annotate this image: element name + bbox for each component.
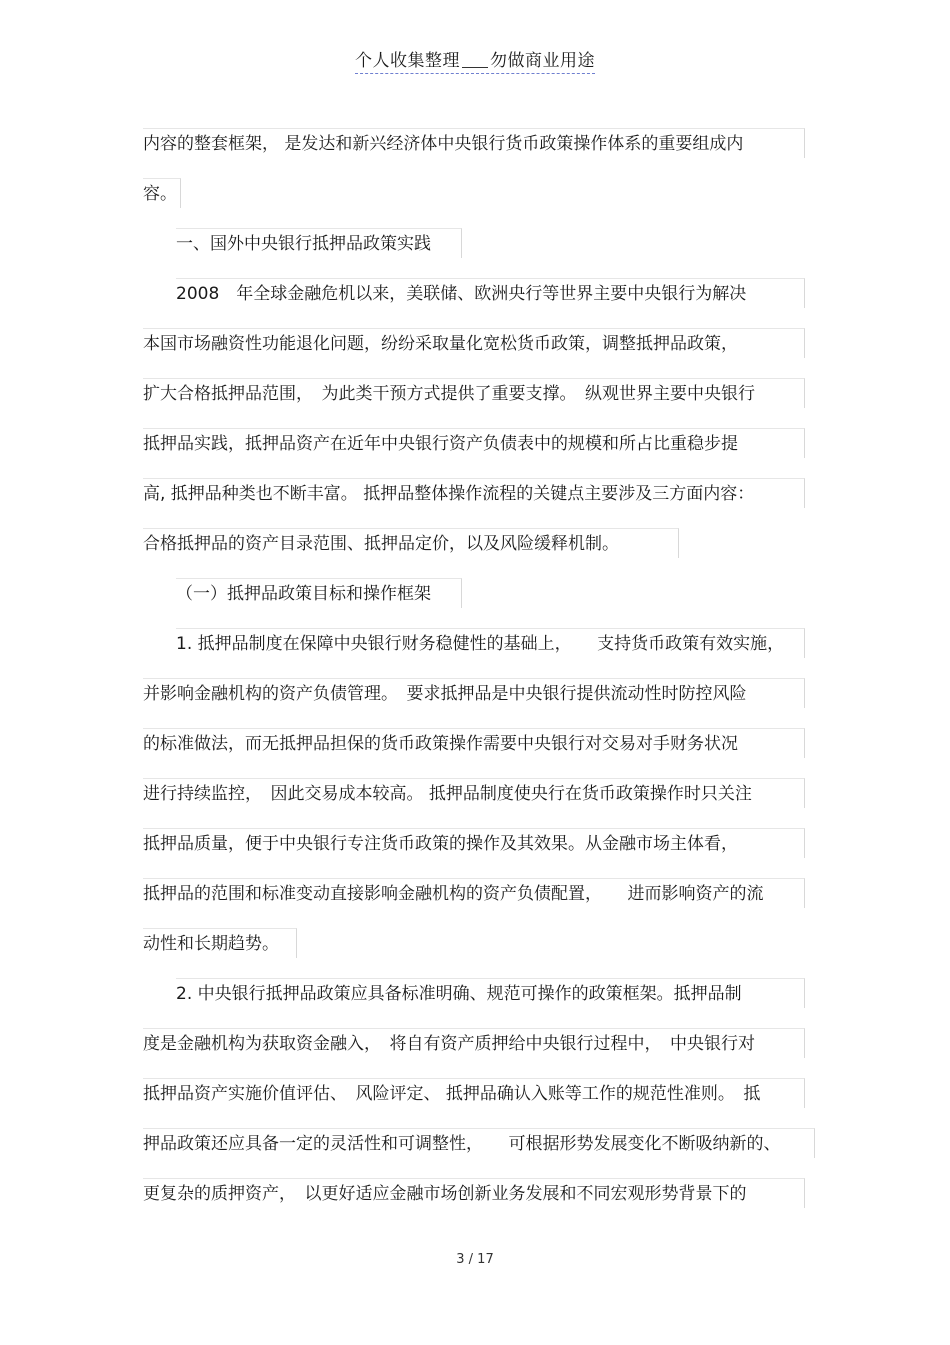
body-line: 更复杂的质押资产， 以更好适应金融市场创新业务发展和不同宏观形势背景下的 — [143, 1178, 805, 1208]
body-line: 进行持续监控， 因此交易成本较高。 抵押品制度使央行在货币政策操作时只关注 — [143, 778, 805, 808]
subsection-heading: （一）抵押品政策目标和操作框架 — [176, 578, 462, 608]
body-line: 2008 年全球金融危机以来，美联储、欧洲央行等世界主要中央银行为解决 — [176, 278, 805, 308]
body-line: 1. 抵押品制度在保障中央银行财务稳健性的基础上， 支持货币政策有效实施， — [176, 628, 805, 658]
body-line: 高, 抵押品种类也不断丰富。 抵押品整体操作流程的关键点主要涉及三方面内容： — [143, 478, 805, 508]
header-right-text: 勿做商业用途 — [490, 51, 595, 71]
body-line: 容。 — [143, 178, 181, 208]
header-watermark — [355, 46, 595, 74]
body-line: 扩大合格抵押品范围， 为此类干预方式提供了重要支撑。 纵观世界主要中央银行 — [143, 378, 805, 408]
body-line: 并影响金融机构的资产负债管理。 要求抵押品是中央银行提供流动性时防控风险 — [143, 678, 805, 708]
page-number: 3 / 17 — [456, 1252, 494, 1267]
body-line: 本国市场融资性功能退化问题，纷纷采取量化宽松货币政策，调整抵押品政策， — [143, 328, 805, 358]
body-line: 抵押品实践，抵押品资产在近年中央银行资产负债表中的规模和所占比重稳步提 — [143, 428, 805, 458]
header-left-text: 个人收集整理 — [355, 51, 460, 71]
body-line: 的标准做法，而无抵押品担保的货币政策操作需要中央银行对交易对手财务状况 — [143, 728, 805, 758]
body-line: 度是金融机构为获取资金融入， 将自有资产质押给中央银行过程中， 中央银行对 — [143, 1028, 805, 1058]
body-line: 2. 中央银行抵押品政策应具备标准明确、规范可操作的政策框架。抵押品制 — [176, 978, 805, 1008]
body-line: 押品政策还应具备一定的灵活性和可调整性， 可根据形势发展变化不断吸纳新的、 — [143, 1128, 815, 1158]
body-line: 抵押品质量，便于中央银行专注货币政策的操作及其效果。从金融市场主体看， — [143, 828, 805, 858]
body-line: 动性和长期趋势。 — [143, 928, 297, 958]
header-separator — [462, 67, 488, 68]
body-line: 内容的整套框架， 是发达和新兴经济体中央银行货币政策操作体系的重要组成内 — [143, 128, 805, 158]
body-line: 合格抵押品的资产目录范围、抵押品定价，以及风险缓释机制。 — [143, 528, 679, 558]
body-line: 抵押品的范围和标准变动直接影响金融机构的资产负债配置， 进而影响资产的流 — [143, 878, 805, 908]
section-heading: 一、国外中央银行抵押品政策实践 — [176, 228, 462, 258]
page-header — [0, 46, 950, 74]
body-line: 抵押品资产实施价值评估、 风险评定、 抵押品确认入账等工作的规范性准则。 抵 — [143, 1078, 805, 1108]
